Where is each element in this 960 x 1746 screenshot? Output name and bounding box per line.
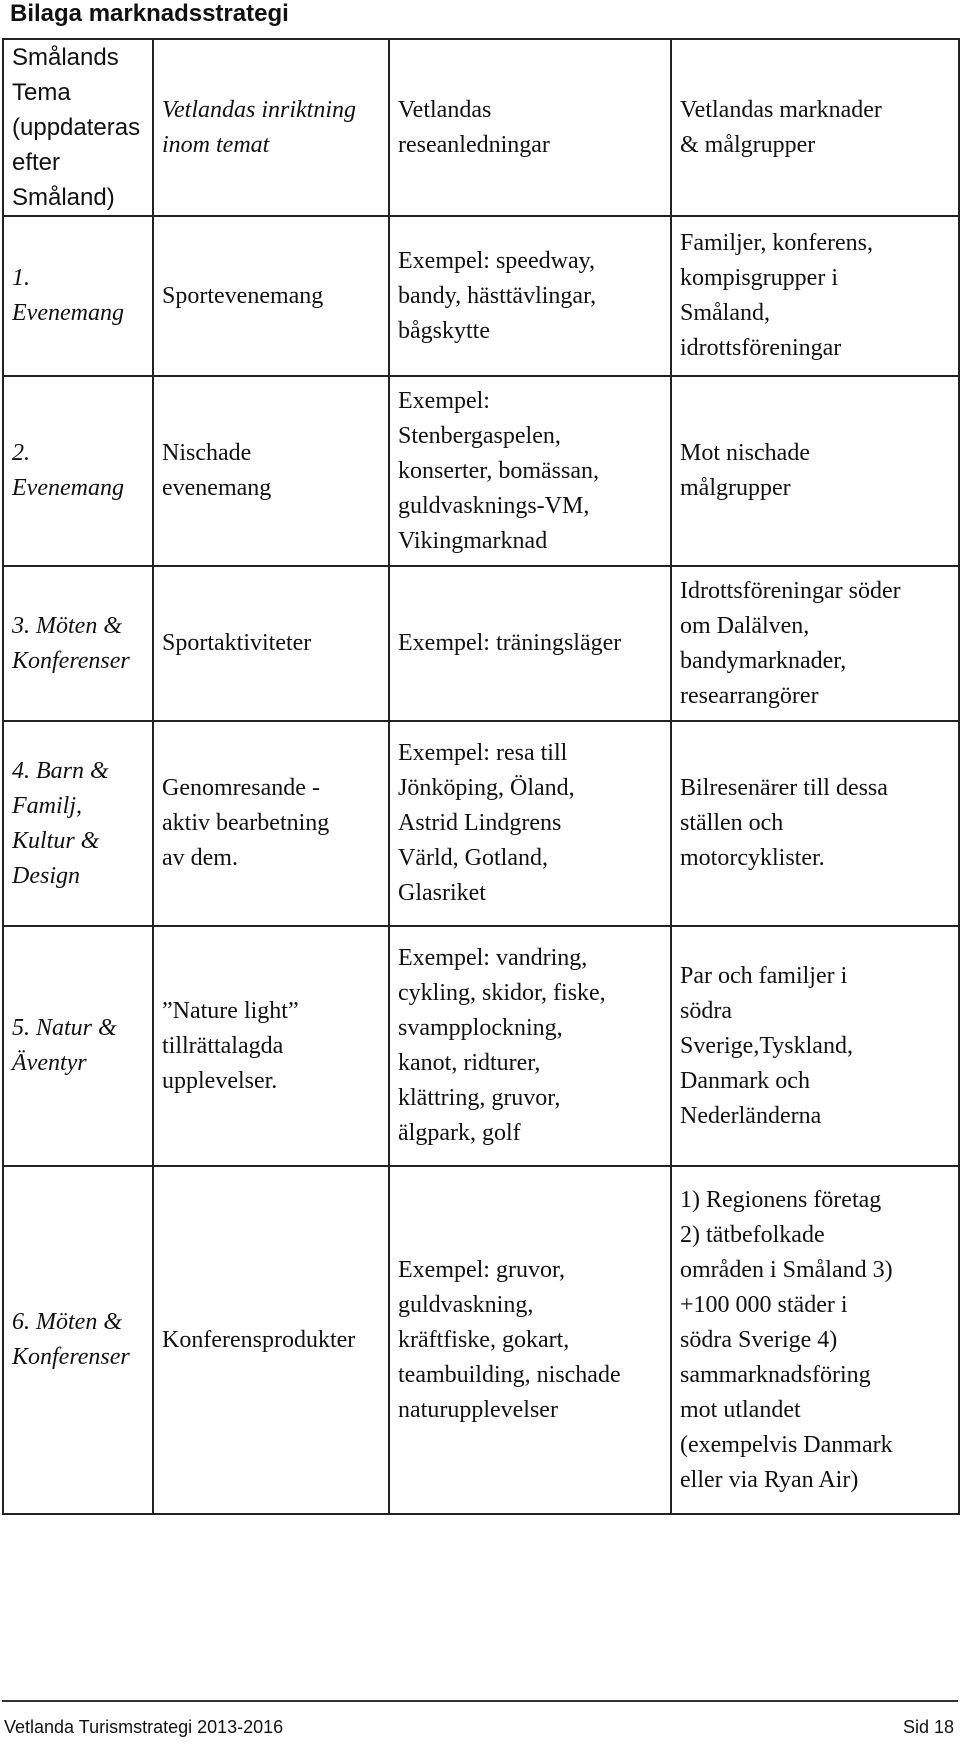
row-focus: Konferensprodukter xyxy=(153,1166,389,1514)
table-row xyxy=(3,566,959,721)
table-row xyxy=(3,926,959,1166)
header-smalands-tema xyxy=(3,39,153,216)
header-theme-label: Smålands Tema xyxy=(12,44,119,106)
table-row xyxy=(3,376,959,566)
row-theme: 4. Barn & Familj, Kultur & Design xyxy=(3,721,153,926)
row-reasons: Exempel: gruvor, guldvaskning, kräftfiske, gokart, teambuilding, nischade naturupplevelser xyxy=(389,1166,671,1514)
row-theme: 6. Möten & Konferenser xyxy=(3,1166,153,1514)
footer-divider xyxy=(2,1700,958,1702)
row-reasons: Exempel: Stenbergaspelen, konserter, bomässan, guldvasknings-VM, Vikingmarknad xyxy=(389,376,671,566)
row-markets: 1) Regionens företag 2) tätbefolkade områden i Småland 3) +100 000 städer i södra Sverige 4) sammarknadsföring mot utlandet (exempelvis Danmark eller via Ryan Air) xyxy=(671,1166,959,1514)
header-vetlanda-reasons: Vetlandas reseanledningar xyxy=(389,39,671,216)
footer-page-number: Sid 18 xyxy=(902,1717,954,1737)
header-vetlanda-focus: Vetlandas inriktning inom temat xyxy=(153,39,389,216)
row-reasons: Exempel: speedway, bandy, hästtävlingar, bågskytte xyxy=(389,216,671,376)
row-theme: 3. Möten & Konferenser xyxy=(3,566,153,721)
row-markets: Par och familjer i södra Sverige,Tyskland, Danmark och Nederländerna xyxy=(671,926,959,1166)
footer-document-title: Vetlanda Turismstrategi 2013-2016 xyxy=(4,1717,284,1737)
row-theme: 1. Evenemang xyxy=(3,216,153,376)
row-reasons: Exempel: vandring, cykling, skidor, fiske, svampplockning, kanot, ridturer, klättring, gruvor, älgpark, golf xyxy=(389,926,671,1166)
table-header-row xyxy=(3,39,959,216)
strategy-table xyxy=(2,38,960,1515)
row-markets: Bilresenärer till dessa ställen och motorcyklister. xyxy=(671,721,959,926)
row-focus: Nischade evenemang xyxy=(153,376,389,566)
row-markets: Mot nischade målgrupper xyxy=(671,376,959,566)
row-focus: Sportaktiviteter xyxy=(153,566,389,721)
table-row xyxy=(3,721,959,926)
header-vetlanda-markets: Vetlandas marknader & målgrupper xyxy=(671,39,959,216)
row-focus: ”Nature light” tillrättalagda upplevelser. xyxy=(153,926,389,1166)
row-markets: Familjer, konferens, kompisgrupper i Småland, idrottsföreningar xyxy=(671,216,959,376)
row-theme: 2. Evenemang xyxy=(3,376,153,566)
row-focus: Genomresande - aktiv bearbetning av dem. xyxy=(153,721,389,926)
table-row xyxy=(3,216,959,376)
header-theme-note: (uppdateras efter Småland) xyxy=(12,114,141,211)
row-reasons: Exempel: resa till Jönköping, Öland, Astrid Lindgrens Värld, Gotland, Glasriket xyxy=(389,721,671,926)
row-theme: 5. Natur & Äventyr xyxy=(3,926,153,1166)
row-markets: Idrottsföreningar söder om Dalälven, bandymarknader, researrangörer xyxy=(671,566,959,721)
row-focus: Sportevenemang xyxy=(153,216,389,376)
row-reasons: Exempel: träningsläger xyxy=(389,566,671,721)
page-title: Bilaga marknadsstrategi xyxy=(10,0,289,27)
table-row xyxy=(3,1166,959,1514)
